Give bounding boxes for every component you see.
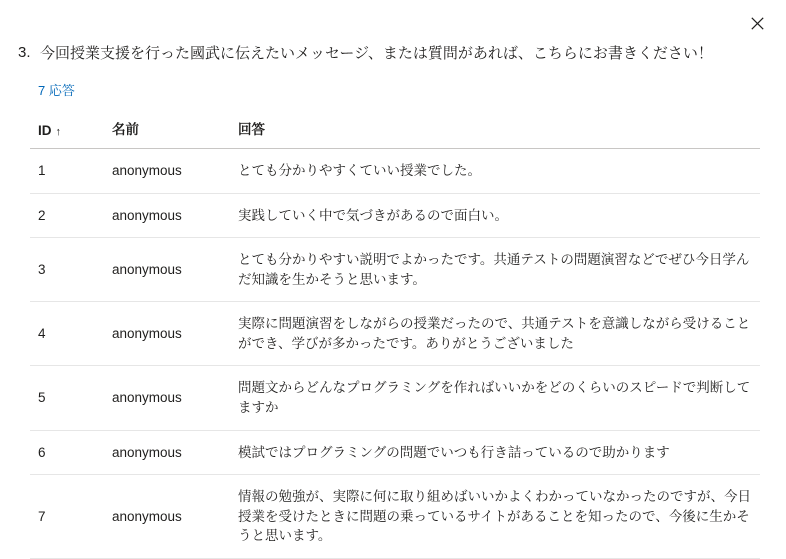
cell-name: anonymous [104, 238, 230, 302]
table-row [30, 149, 760, 194]
responses-table [30, 112, 760, 559]
cell-answer: 模試ではプログラミングの問題でいつも行き詰っているので助かります [230, 430, 760, 475]
question-block [18, 44, 746, 64]
cell-name: anonymous [104, 193, 230, 238]
column-header-answer-label: 回答 [238, 122, 265, 137]
column-header-name-label: 名前 [112, 122, 139, 137]
cell-name: anonymous [104, 149, 230, 194]
table-body [30, 149, 760, 559]
table-header-row [30, 112, 760, 149]
question-number: 3. [18, 44, 31, 61]
cell-answer: 実践していく中で気づきがあるので面白い。 [230, 193, 760, 238]
close-icon[interactable] [742, 8, 772, 38]
question-text: 今回授業支援を行った國武に伝えたいメッセージ、または質問があれば、こちらにお書きください！ [40, 45, 713, 62]
cell-id: 1 [30, 149, 104, 194]
responses-table-container [30, 112, 760, 559]
cell-answer: とても分かりやすい説明でよかったです。共通テストの問題演習などでぜひ今日学んだ知識を生かそうと思います。 [230, 238, 760, 302]
cell-answer: 実際に問題演習をしながらの授業だったので、共通テストを意識しながら受けることができ、学びが多かったです。ありがとうございました [230, 302, 760, 366]
cell-name: anonymous [104, 475, 230, 559]
table-row [30, 366, 760, 430]
cell-id: 3 [30, 238, 104, 302]
cell-name: anonymous [104, 302, 230, 366]
table-row [30, 193, 760, 238]
response-count: 7 応答 [38, 83, 75, 98]
sort-ascending-icon: ↑ [55, 126, 61, 138]
column-header-name[interactable] [104, 112, 230, 149]
table-header [30, 112, 760, 149]
cell-id: 6 [30, 430, 104, 475]
cell-id: 5 [30, 366, 104, 430]
table-row [30, 475, 760, 559]
close-icon-glyph [751, 17, 764, 30]
cell-name: anonymous [104, 366, 230, 430]
table-row [30, 430, 760, 475]
column-header-id[interactable] [30, 112, 104, 149]
column-header-id-label: ID [38, 123, 52, 138]
cell-id: 7 [30, 475, 104, 559]
cell-name: anonymous [104, 430, 230, 475]
table-row [30, 238, 760, 302]
cell-answer: 情報の勉強が、実際に何に取り組めばいいかよくわかっていなかったのですが、今日授業を受けたときに問題の乗っているサイトがあることを知ったので、今後に生かそうと思います。 [230, 475, 760, 559]
table-row [30, 302, 760, 366]
cell-answer: とても分かりやすくていい授業でした。 [230, 149, 760, 194]
cell-id: 4 [30, 302, 104, 366]
cell-id: 2 [30, 193, 104, 238]
cell-answer: 問題文からどんなプログラミングを作ればいいかをどのくらいのスピードで判断してますか [230, 366, 760, 430]
column-header-answer[interactable] [230, 112, 760, 149]
